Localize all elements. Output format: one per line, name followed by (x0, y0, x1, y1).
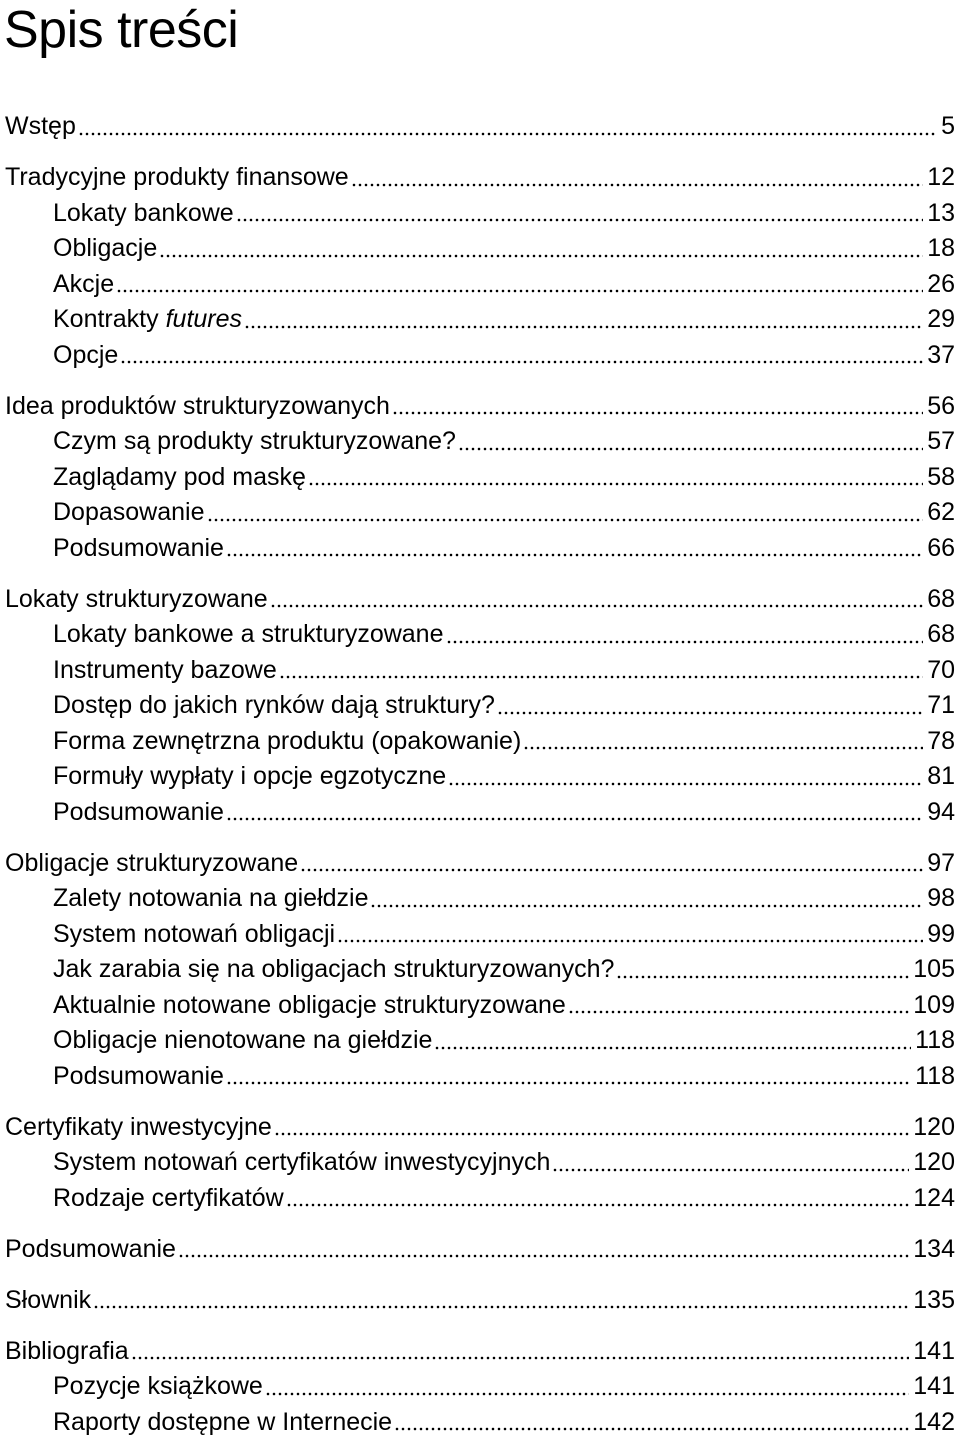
page-number: 141 (913, 1336, 955, 1365)
page-number: 105 (913, 955, 955, 983)
toc-section (5, 846, 955, 1095)
toc-item-row (5, 267, 955, 303)
toc-title-emphasis: futures (165, 305, 243, 333)
toc-title-text: Lokaty strukturyzowane (5, 584, 268, 613)
page-number: 78 (927, 726, 955, 755)
toc-item-title (53, 460, 306, 496)
toc-item-title (53, 495, 205, 531)
toc-item-title (53, 881, 368, 917)
toc-item-row (5, 759, 955, 795)
page-number: 141 (913, 1372, 955, 1400)
page-number: 118 (915, 1026, 955, 1054)
toc-title-text: Czym są produkty strukturyzowane? (53, 427, 456, 455)
dot-leader (497, 711, 923, 715)
toc-title-text: Jak zarabia się na obligacjach strukturyzowanych? (53, 955, 615, 983)
toc-section-row (5, 109, 955, 145)
dot-leader (448, 782, 923, 786)
dot-leader (446, 640, 924, 644)
toc-section-row (5, 389, 955, 425)
toc-title-text: Słownik (5, 1285, 92, 1314)
dot-leader (120, 360, 923, 364)
dot-leader (270, 604, 924, 608)
toc-section-title (5, 1232, 176, 1268)
toc-title-text: System notowań certyfikatów inwestycyjnych (53, 1148, 551, 1176)
page-number: 94 (927, 797, 955, 826)
toc-item-title (53, 617, 444, 653)
toc-item-title (53, 1059, 224, 1095)
toc-section-title (5, 160, 349, 196)
toc-item-title (53, 795, 224, 831)
toc-item-row (5, 1023, 955, 1059)
toc-item-title (53, 653, 277, 689)
toc-title-text: Obligacje (53, 234, 158, 262)
page-number: 18 (927, 234, 955, 262)
dot-leader (236, 218, 924, 222)
toc-item-row (5, 988, 955, 1024)
page-number: 135 (913, 1285, 955, 1314)
dot-leader (207, 518, 924, 522)
toc-title-text: Kontrakty (53, 305, 159, 333)
toc-section-row (5, 1283, 955, 1319)
toc-section-title (5, 109, 76, 145)
dot-leader (523, 746, 923, 750)
dot-leader (226, 1081, 911, 1085)
toc-item-row (5, 1181, 955, 1217)
toc-section-title (5, 846, 298, 882)
dot-leader (116, 289, 923, 293)
page-number: 58 (927, 462, 955, 491)
page-number: 66 (927, 533, 955, 562)
page-number: 120 (913, 1148, 955, 1176)
page-number: 142 (913, 1407, 955, 1436)
toc-item-row (5, 460, 955, 496)
page-number: 5 (941, 112, 955, 140)
dot-leader (392, 411, 923, 415)
toc-item-title (53, 1405, 392, 1441)
page-number: 26 (927, 269, 955, 298)
toc-item-row (5, 1059, 955, 1095)
page-number: 134 (913, 1234, 955, 1263)
toc-section-row (5, 1334, 955, 1370)
toc-title-text: Obligacje strukturyzowane (5, 848, 299, 877)
dot-leader (286, 1203, 910, 1207)
toc-section (5, 1283, 955, 1319)
dot-leader (394, 1427, 909, 1431)
toc-item-row (5, 1369, 955, 1405)
toc-title-text: Podsumowanie (53, 1061, 224, 1090)
toc-section (5, 160, 955, 373)
table-of-contents (5, 109, 955, 1440)
toc-item-title (53, 302, 242, 338)
dot-leader (616, 975, 909, 979)
toc-section-row (5, 582, 955, 618)
toc-item-row (5, 917, 955, 953)
toc-item-row (5, 1405, 955, 1441)
toc-item-row (5, 424, 955, 460)
page-number: 29 (927, 305, 955, 333)
toc-item-row (5, 688, 955, 724)
page-number: 56 (927, 391, 955, 420)
toc-item-title (53, 952, 614, 988)
dot-leader (552, 1168, 909, 1172)
toc-title-text: Lokaty bankowe (53, 198, 234, 227)
toc-item-row (5, 653, 955, 689)
toc-section (5, 1232, 955, 1268)
page-number: 109 (913, 990, 955, 1019)
toc-item-title (53, 1369, 263, 1405)
toc-item-row (5, 196, 955, 232)
toc-title-text: Rodzaje certyfikatów (53, 1183, 284, 1212)
toc-section (5, 1110, 955, 1217)
toc-section-title (5, 1334, 129, 1370)
toc-item-title (53, 231, 157, 267)
toc-title-text: Dopasowanie (53, 498, 205, 526)
page-number: 13 (927, 198, 955, 227)
toc-section-title (5, 389, 390, 425)
toc-title-text: Wstęp (5, 112, 76, 140)
page-number: 70 (927, 655, 955, 684)
dot-leader (458, 447, 923, 451)
page-title: Spis treści (4, 1, 239, 59)
toc-item-row (5, 795, 955, 831)
toc-section-row (5, 1232, 955, 1268)
toc-section (5, 389, 955, 567)
dot-leader (274, 1132, 910, 1136)
page-number: 124 (913, 1183, 955, 1212)
toc-item-title (53, 424, 456, 460)
toc-title-text: Tradycyjne produkty finansowe (5, 163, 349, 191)
toc-title-text: Instrumenty bazowe (53, 655, 277, 684)
toc-item-title (53, 759, 446, 795)
toc-item-title (53, 1023, 432, 1059)
toc-title-text: Obligacje nienotowane na giełdzie (53, 1026, 433, 1054)
page-number: 12 (927, 163, 955, 191)
toc-title-text: Aktualnie notowane obligacje strukturyzowane (53, 990, 566, 1019)
toc-item-row (5, 495, 955, 531)
dot-leader (178, 1254, 909, 1258)
toc-item-row (5, 952, 955, 988)
toc-section (5, 582, 955, 831)
toc-item-title (53, 267, 114, 303)
toc-item-title (53, 724, 521, 760)
page-number: 68 (927, 584, 955, 613)
toc-title-text: Idea produktów strukturyzowanych (5, 391, 390, 420)
dot-leader (370, 904, 923, 908)
page-number: 68 (927, 620, 955, 648)
toc-item-title (53, 531, 224, 567)
dot-leader (226, 553, 923, 557)
dot-leader (78, 132, 937, 136)
dot-leader (93, 1305, 909, 1309)
page-number: 81 (927, 762, 955, 790)
toc-title-text: Opcje (53, 340, 119, 369)
toc-title-text: Lokaty bankowe a strukturyzowane (53, 620, 444, 648)
dot-leader (265, 1392, 909, 1396)
toc-title-text: Formuły wypłaty i opcje egzotyczne (53, 762, 447, 790)
page-number: 98 (927, 884, 955, 912)
dot-leader (159, 254, 923, 258)
page-number: 118 (915, 1061, 955, 1090)
toc-title-text: Podsumowanie (53, 533, 224, 562)
toc-item-title (53, 688, 495, 724)
toc-item-row (5, 881, 955, 917)
toc-title-text: Raporty dostępne w Internecie (53, 1407, 393, 1436)
toc-item-row (5, 724, 955, 760)
toc-section-row (5, 1110, 955, 1146)
toc-title-text: Zaglądamy pod maskę (53, 462, 306, 491)
dot-leader (300, 868, 923, 872)
toc-item-title (53, 196, 234, 232)
page-number: 99 (927, 919, 955, 948)
toc-title-text: Podsumowanie (53, 797, 224, 826)
page-number: 97 (927, 848, 955, 877)
toc-title-text: Forma zewnętrzna produktu (opakowanie) (53, 726, 522, 755)
toc-title-text: System notowań obligacji (53, 919, 336, 948)
page-number: 57 (927, 427, 955, 455)
toc-item-title (53, 1145, 550, 1181)
toc-title-text: Bibliografia (5, 1336, 129, 1365)
toc-title-text: Podsumowanie (5, 1234, 176, 1263)
dot-leader (226, 817, 923, 821)
toc-title-text: Akcje (53, 269, 115, 298)
dot-leader (308, 482, 923, 486)
toc-item-row (5, 338, 955, 374)
toc-section-row (5, 846, 955, 882)
toc-section (5, 1334, 955, 1441)
dot-leader (244, 325, 923, 329)
toc-item-row (5, 531, 955, 567)
toc-title-text: Dostęp do jakich rynków dają struktury? (53, 691, 495, 719)
page-number: 120 (913, 1112, 955, 1141)
toc-section-title (5, 1283, 91, 1319)
toc-section-title (5, 1110, 272, 1146)
dot-leader (131, 1356, 910, 1360)
toc-section (5, 109, 955, 145)
page-number: 62 (927, 498, 955, 526)
page-number: 37 (927, 340, 955, 369)
toc-item-row (5, 231, 955, 267)
dot-leader (351, 183, 923, 187)
toc-item-row (5, 617, 955, 653)
dot-leader (337, 939, 923, 943)
toc-item-row (5, 302, 955, 338)
toc-title-text: Certyfikaty inwestycyjne (5, 1112, 272, 1141)
toc-item-title (53, 1181, 284, 1217)
dot-leader (568, 1010, 909, 1014)
toc-item-title (53, 338, 118, 374)
toc-item-title (53, 988, 566, 1024)
dot-leader (279, 675, 923, 679)
toc-item-title (53, 917, 335, 953)
page-number: 71 (927, 691, 955, 719)
toc-title-text: Zalety notowania na giełdzie (53, 884, 369, 912)
dot-leader (434, 1046, 911, 1050)
toc-item-row (5, 1145, 955, 1181)
toc-section-row (5, 160, 955, 196)
toc-section-title (5, 582, 268, 618)
toc-title-text: Pozycje książkowe (53, 1372, 263, 1400)
